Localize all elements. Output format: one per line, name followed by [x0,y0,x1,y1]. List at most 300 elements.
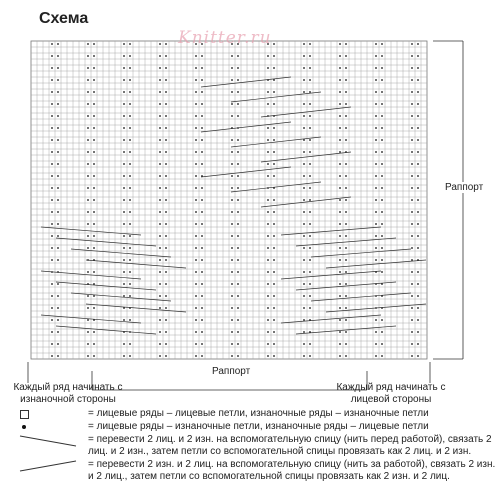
purl-dot [87,163,89,165]
purl-dot [51,139,53,141]
purl-dot [165,271,167,273]
purl-dot [309,355,311,357]
purl-dot [129,199,131,201]
purl-dot [381,55,383,57]
purl-dot [273,103,275,105]
purl-dot [201,211,203,213]
purl-dot [159,103,161,105]
purl-dot [87,331,89,333]
purl-dot [417,115,419,117]
purl-dot [93,283,95,285]
purl-dot [231,199,233,201]
purl-dot [87,139,89,141]
purl-dot [273,235,275,237]
purl-dot [303,211,305,213]
purl-dot [267,247,269,249]
purl-dot [93,43,95,45]
purl-dot [411,199,413,201]
purl-dot [93,343,95,345]
purl-dot [195,43,197,45]
purl-dot [273,127,275,129]
purl-dot [123,163,125,165]
purl-dot [123,235,125,237]
purl-dot [345,103,347,105]
purl-dot [195,235,197,237]
purl-dot [417,43,419,45]
purl-dot [375,91,377,93]
purl-dot [375,43,377,45]
purl-dot [267,307,269,309]
purl-dot [51,127,53,129]
purl-dot [159,319,161,321]
purl-dot [411,55,413,57]
purl-dot [231,79,233,81]
purl-dot [231,55,233,57]
purl-dot [123,247,125,249]
purl-dot [87,127,89,129]
purl-dot [87,115,89,117]
purl-dot [87,211,89,213]
purl-dot [159,163,161,165]
purl-dot [417,271,419,273]
purl-dot [303,151,305,153]
purl-dot [411,223,413,225]
purl-dot [381,355,383,357]
purl-dot [159,283,161,285]
purl-dot [303,331,305,333]
purl-dot [417,235,419,237]
purl-dot [129,355,131,357]
purl-dot [381,331,383,333]
legend-text: = лицевые ряды – изнаночные петли, изнаночные ряды – лицевые петли [88,421,429,432]
purl-dot [309,211,311,213]
purl-dot [267,103,269,105]
purl-dot [201,187,203,189]
purl-dot [303,235,305,237]
purl-dot [237,163,239,165]
purl-dot [201,223,203,225]
purl-dot [195,103,197,105]
purl-dot [57,163,59,165]
purl-dot [411,187,413,189]
purl-dot [57,223,59,225]
purl-dot [303,55,305,57]
purl-dot [411,259,413,261]
purl-dot [309,235,311,237]
start-note-right: Каждый ряд начинать с лицевой стороны [336,382,446,405]
purl-dot [93,55,95,57]
purl-dot [93,115,95,117]
purl-dot [129,175,131,177]
purl-dot [51,355,53,357]
purl-dot [51,211,53,213]
purl-dot [411,355,413,357]
purl-dot [195,331,197,333]
purl-dot [57,91,59,93]
purl-dot [195,55,197,57]
purl-dot [417,67,419,69]
purl-dot [159,235,161,237]
purl-dot [87,55,89,57]
purl-dot [51,283,53,285]
purl-dot [417,79,419,81]
purl-dot [417,319,419,321]
purl-dot [411,319,413,321]
purl-dot [165,343,167,345]
purl-dot [159,211,161,213]
purl-dot [231,91,233,93]
purl-dot [195,355,197,357]
purl-dot [303,187,305,189]
purl-dot [195,307,197,309]
purl-dot [165,163,167,165]
purl-dot [309,259,311,261]
purl-dot [417,307,419,309]
purl-dot [339,43,341,45]
purl-dot [57,67,59,69]
purl-dot [267,223,269,225]
purl-dot [309,307,311,309]
purl-dot [123,43,125,45]
purl-dot [159,187,161,189]
purl-dot [165,151,167,153]
purl-dot [273,175,275,177]
purl-dot [267,175,269,177]
purl-dot [93,247,95,249]
watermark: Knitter.ru [178,28,272,48]
purl-dot [87,271,89,273]
purl-dot [417,139,419,141]
purl-dot [231,223,233,225]
purl-dot [87,247,89,249]
purl-dot [165,211,167,213]
purl-dot [93,187,95,189]
purl-dot [411,331,413,333]
purl-dot [237,331,239,333]
purl-dot [87,175,89,177]
purl-dot [309,199,311,201]
purl-dot [375,211,377,213]
purl-dot [159,151,161,153]
purl-dot [309,175,311,177]
purl-dot [165,355,167,357]
purl-dot [411,235,413,237]
purl-dot [381,139,383,141]
purl-dot [165,175,167,177]
purl-dot [411,43,413,45]
purl-dot [93,139,95,141]
purl-dot [339,91,341,93]
purl-dot [165,307,167,309]
purl-dot [231,187,233,189]
purl-dot [195,115,197,117]
purl-dot [267,235,269,237]
purl-dot [267,67,269,69]
purl-dot [273,163,275,165]
purl-dot [201,235,203,237]
purl-dot [201,91,203,93]
purl-dot [51,175,53,177]
purl-dot [195,211,197,213]
purl-dot [411,295,413,297]
purl-dot [339,283,341,285]
purl-dot [375,199,377,201]
purl-dot [93,331,95,333]
purl-dot [195,91,197,93]
purl-dot [273,307,275,309]
purl-dot [57,295,59,297]
purl-dot [345,331,347,333]
purl-dot [381,271,383,273]
purl-dot [231,211,233,213]
purl-dot [345,223,347,225]
purl-dot [159,247,161,249]
purl-dot [51,55,53,57]
purl-dot [411,79,413,81]
purl-dot [267,355,269,357]
purl-dot [129,115,131,117]
purl-dot [159,259,161,261]
purl-dot [51,91,53,93]
purl-dot [339,199,341,201]
purl-dot [57,259,59,261]
purl-dot [345,139,347,141]
purl-dot [57,283,59,285]
purl-dot [195,199,197,201]
purl-dot [411,67,413,69]
purl-dot [273,151,275,153]
purl-dot [195,283,197,285]
purl-dot [129,343,131,345]
purl-dot [201,271,203,273]
purl-dot [345,199,347,201]
purl-dot [123,103,125,105]
purl-dot [93,355,95,357]
purl-dot [51,199,53,201]
purl-dot [87,79,89,81]
purl-dot [51,79,53,81]
purl-dot [411,139,413,141]
purl-dot [411,91,413,93]
purl-dot [87,151,89,153]
purl-dot [51,43,53,45]
purl-dot [339,223,341,225]
purl-dot [165,79,167,81]
purl-dot [375,343,377,345]
purl-dot [381,67,383,69]
purl-dot [237,259,239,261]
rapport-label-right: Раппорт [445,182,484,193]
purl-dot [267,55,269,57]
purl-dot [57,319,59,321]
purl-dot [237,307,239,309]
page-title: Схема [39,10,89,27]
purl-dot [309,139,311,141]
purl-dot [93,151,95,153]
purl-dot [417,283,419,285]
purl-dot [345,295,347,297]
purl-dot [303,139,305,141]
purl-dot [201,139,203,141]
purl-dot [123,175,125,177]
purl-dot [375,67,377,69]
purl-dot [195,247,197,249]
purl-dot [57,199,59,201]
purl-dot [273,331,275,333]
purl-dot [93,79,95,81]
purl-dot [345,79,347,81]
purl-dot [51,259,53,261]
purl-dot [345,187,347,189]
purl-dot [231,343,233,345]
purl-dot [303,283,305,285]
purl-dot [381,319,383,321]
legend-text: = лицевые ряды – лицевые петли, изнаночные ряды – изнаночные петли [88,408,429,419]
purl-dot [201,79,203,81]
purl-dot [273,55,275,57]
purl-dot [339,79,341,81]
purl-dot [273,67,275,69]
start-note-left: Каждый ряд начинать с изнаночной стороны [13,382,123,405]
purl-dot [375,355,377,357]
purl-dot [165,187,167,189]
purl-dot [339,151,341,153]
cross-left-icon [18,459,78,471]
purl-dot [237,295,239,297]
purl-dot [309,127,311,129]
purl-dot [309,79,311,81]
purl-dot [165,43,167,45]
purl-dot [165,283,167,285]
purl-dot [237,103,239,105]
purl-dot [201,115,203,117]
purl-dot [231,235,233,237]
purl-dot [93,271,95,273]
purl-dot [201,103,203,105]
purl-dot [165,139,167,141]
purl-dot [51,295,53,297]
purl-dot [309,43,311,45]
purl-dot [375,55,377,57]
purl-dot [123,199,125,201]
purl-dot [381,343,383,345]
purl-dot [237,115,239,117]
purl-dot [87,187,89,189]
purl-dot [417,175,419,177]
purl-dot [339,163,341,165]
purl-dot [381,163,383,165]
purl-dot [273,343,275,345]
purl-dot [129,127,131,129]
purl-dot [57,187,59,189]
purl-dot [267,139,269,141]
purl-dot [87,223,89,225]
purl-dot [57,139,59,141]
purl-dot [273,211,275,213]
purl-dot [237,151,239,153]
purl-dot [411,175,413,177]
purl-dot [375,259,377,261]
purl-dot [339,187,341,189]
purl-dot [303,247,305,249]
purl-dot [417,343,419,345]
purl-dot [237,271,239,273]
purl-dot [339,115,341,117]
purl-dot [159,43,161,45]
purl-dot [345,175,347,177]
purl-dot [201,295,203,297]
purl-dot [129,163,131,165]
purl-dot [381,79,383,81]
purl-dot [237,223,239,225]
purl-dot [93,175,95,177]
purl-dot [123,223,125,225]
purl-dot [165,235,167,237]
purl-dot [87,343,89,345]
purl-dot [411,115,413,117]
purl-dot [339,331,341,333]
purl-dot [93,211,95,213]
purl-dot [375,175,377,177]
purl-dot [195,187,197,189]
purl-dot [303,43,305,45]
purl-dot [309,283,311,285]
purl-dot [201,43,203,45]
purl-dot [375,139,377,141]
purl-dot [201,67,203,69]
purl-dot [195,175,197,177]
purl-dot [381,199,383,201]
purl-dot [159,55,161,57]
purl-dot [273,259,275,261]
purl-dot [159,307,161,309]
purl-dot [87,43,89,45]
purl-dot [165,199,167,201]
purl-dot [411,283,413,285]
purl-dot [273,271,275,273]
purl-dot [303,103,305,105]
purl-dot [417,223,419,225]
purl-dot [237,319,239,321]
purl-dot [417,211,419,213]
purl-dot [93,307,95,309]
purl-dot [57,343,59,345]
purl-dot [339,55,341,57]
purl-dot [411,127,413,129]
purl-dot [345,271,347,273]
purl-dot [417,355,419,357]
purl-dot [381,151,383,153]
purl-dot [123,319,125,321]
purl-dot [273,139,275,141]
purl-dot [159,355,161,357]
purl-dot [87,103,89,105]
purl-dot [165,259,167,261]
purl-dot [381,103,383,105]
purl-dot [417,91,419,93]
purl-dot [57,55,59,57]
purl-dot [237,211,239,213]
purl-dot [129,259,131,261]
purl-dot [57,235,59,237]
purl-dot [195,127,197,129]
purl-dot [57,355,59,357]
purl-dot [51,223,53,225]
purl-dot [237,343,239,345]
purl-dot [267,343,269,345]
purl-dot [165,127,167,129]
purl-dot [129,235,131,237]
